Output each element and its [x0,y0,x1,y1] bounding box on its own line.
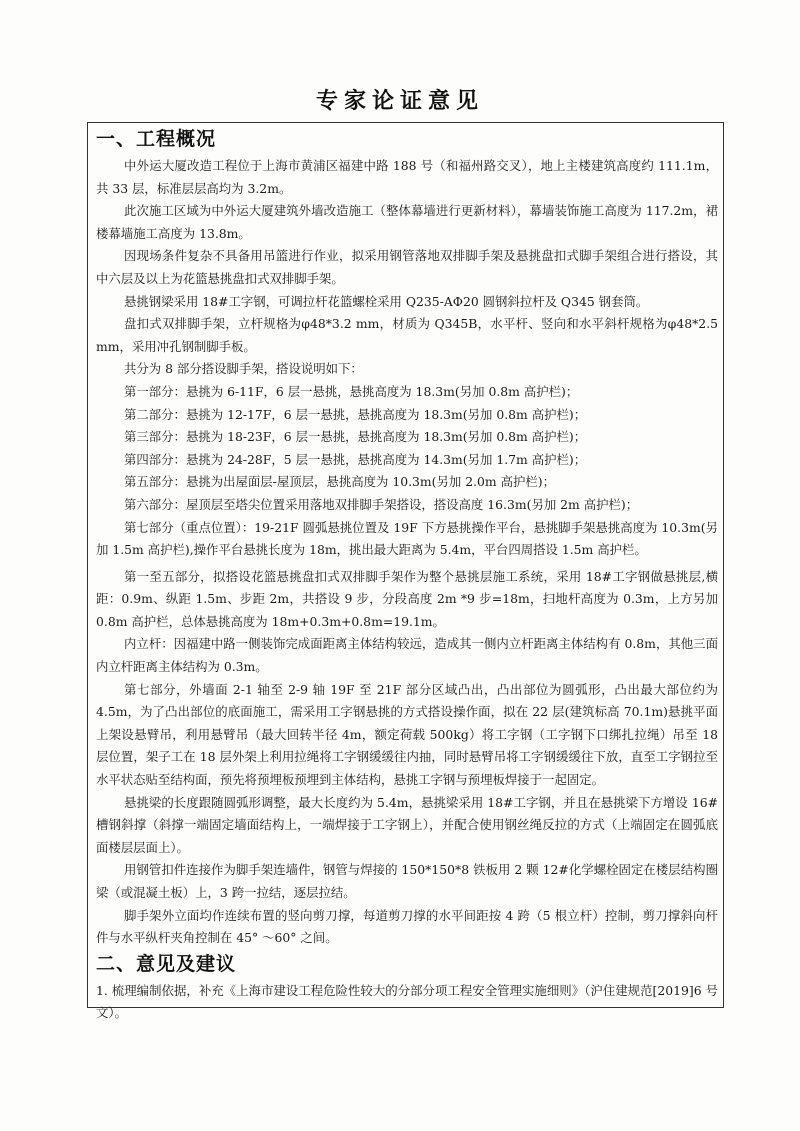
paragraph: 第七部分，外墙面 2-1 轴至 2-9 轴 19F 至 21F 部分区域凸出，凸出部位为圆弧形，凸出最大部位约为 4.5m，为了凸出部位的底面施工，需采用工字钢悬挑的方式搭设操作面，拟在 22 层(建筑标高 70.1m)悬挑平面上架设悬臂吊，利用悬臂吊（最大回转半径 4m，额定荷载 500kg）将工字钢（工字钢下口绑扎拉绳）吊至 18 层位置，架子工在 18 层外架上利用拉绳将工字钢缓缓往内抽，同时悬臂吊将工字钢缓缓往下放，直至工字钢拉至水平状态贴至结构面，预先将预埋板预埋到主体结构，悬挑工字钢与预埋板焊接于一起固定。 [96,681,718,788]
paragraph: 内立杆：因福建中路一侧装饰完成面距离主体结构较远，造成其一侧内立杆距离主体结构有 0.8m，其他三面内立杆距离主体结构为 0.3m。 [96,636,718,675]
paragraph: 此次施工区域为中外运大厦建筑外墙改造施工（整体幕墙进行更新材料），幕墙装饰施工高度为 117.2m，裙楼幕墙施工高度为 13.8m。 [96,203,718,241]
list-item: 第五部分：悬挑为出屋面层-屋顶层，悬挑高度为 10.3m(另加 2.0m 高护栏)； [124,474,556,490]
list-item: 第七部分（重点位置）：19-21F 圆弧悬挑位置及 19F 下方悬挑操作平台，悬挑脚手架悬挑高度为 10.3m(另加 1.5m 高护栏),操作平台悬挑长度为 18m，挑出最大距离为 5.4m，平台四周搭设 1.5m 高护栏。 [96,519,718,558]
paragraph: 因现场条件复杂不具备用吊篮进行作业，拟采用钢管落地双排脚手架及悬挑盘扣式脚手架组合进行搭设，其中六层及以上为花篮悬挑盘扣式双排脚手架。 [96,248,718,286]
section-heading-overview: 一、工程概况 [96,128,217,150]
list-item: 第二部分：悬挑为 12-17F，6 层一悬挑，悬挑高度为 18.3m(另加 0.8m 高护栏)； [124,406,587,422]
paragraph: 第一至五部分，拟搭设花篮悬挑盘扣式双排脚手架作为整个悬挑层施工系统，采用 18#工字钢做悬挑层,横距：0.9m、纵距 1.5m、步距 2m，共搭设 9 步，分段高度 2m *9 步=18m，扫地杆高度为 0.3m，上方另加 0.8m 高护栏，总体悬挑高度为 18m+0.3m+0.8m=19.1m。 [96,568,718,629]
page-title: 专家论证意见 [315,89,484,114]
list-item: 第三部分：悬挑为 18-23F，6 层一悬挑，悬挑高度为 18.3m(另加 0.8m 高护栏)； [124,429,587,445]
list-item: 第六部分：屋顶层至塔尖位置采用落地双排脚手架搭设，搭设高度 16.3m(另加 2m 高护栏)； [124,496,639,512]
section-heading-opinions: 二、意见及建议 [96,952,237,975]
paragraph: 用钢管扣件连接作为脚手架连墙件，钢管与焊接的 150*150*8 铁板用 2 颗 12#化学螺栓固定在楼层结构圈梁（或混凝土板）上，3 跨一拉结，逐层拉结。 [96,862,718,900]
list-item: 第四部分：悬挑为 24-28F，5 层一悬挑，悬挑高度为 14.3m(另加 1.7m 高护栏)； [124,451,587,467]
content-body [96,125,718,1025]
content-frame [87,122,724,1021]
paragraph: 中外运大厦改造工程位于上海市黄浦区福建中路 188 号（和福州路交叉），地上主楼建筑高度约 111.1m，共 33 层，标准层层高均为 3.2m。 [96,158,718,196]
paragraph: 悬挑梁的长度跟随圆弧形调整，最大长度约为 5.4m，悬挑梁采用 18#工字钢，并且在悬挑梁下方增设 16#槽钢斜撑（斜撑一端固定墙面结构上，一端焊接于工字钢上），并配合使用钢丝绳反拉的方式（上端固定在圆弧底面楼层层面上）。 [96,794,718,855]
paragraph: 盘扣式双排脚手架，立杆规格为φ48*3.2 mm，材质为 Q345B，水平杆、竖向和水平斜杆规格为φ48*2.5 mm，采用冲孔钢制脚手板。 [96,316,718,354]
paragraph: 共分为 8 部分搭设脚手架，搭设说明如下： [124,361,363,377]
paragraph: 1. 梳理编制依据，补充《上海市建设工程危险性较大的分部分项工程安全管理实施细则》（沪住建规范[2019]6 号文）。 [96,982,718,1021]
paragraph: 悬挑钢梁采用 18#工字钢，可调拉杆花篮螺栓采用 Q235-AΦ20 圆钢斜拉杆及 Q345 钢套筒。 [124,293,649,309]
list-item: 第一部分：悬挑为 6-11F，6 层一悬挑，悬挑高度为 18.3m(另加 0.8m 高护栏)； [124,383,579,399]
paragraph: 脚手架外立面均作连续布置的竖向剪刀撑，每道剪刀撑的水平间距按 4 跨（5 根立杆）控制，剪刀撑斜向杆件与水平纵杆夹角控制在 45° ～60° 之间。 [96,907,718,946]
